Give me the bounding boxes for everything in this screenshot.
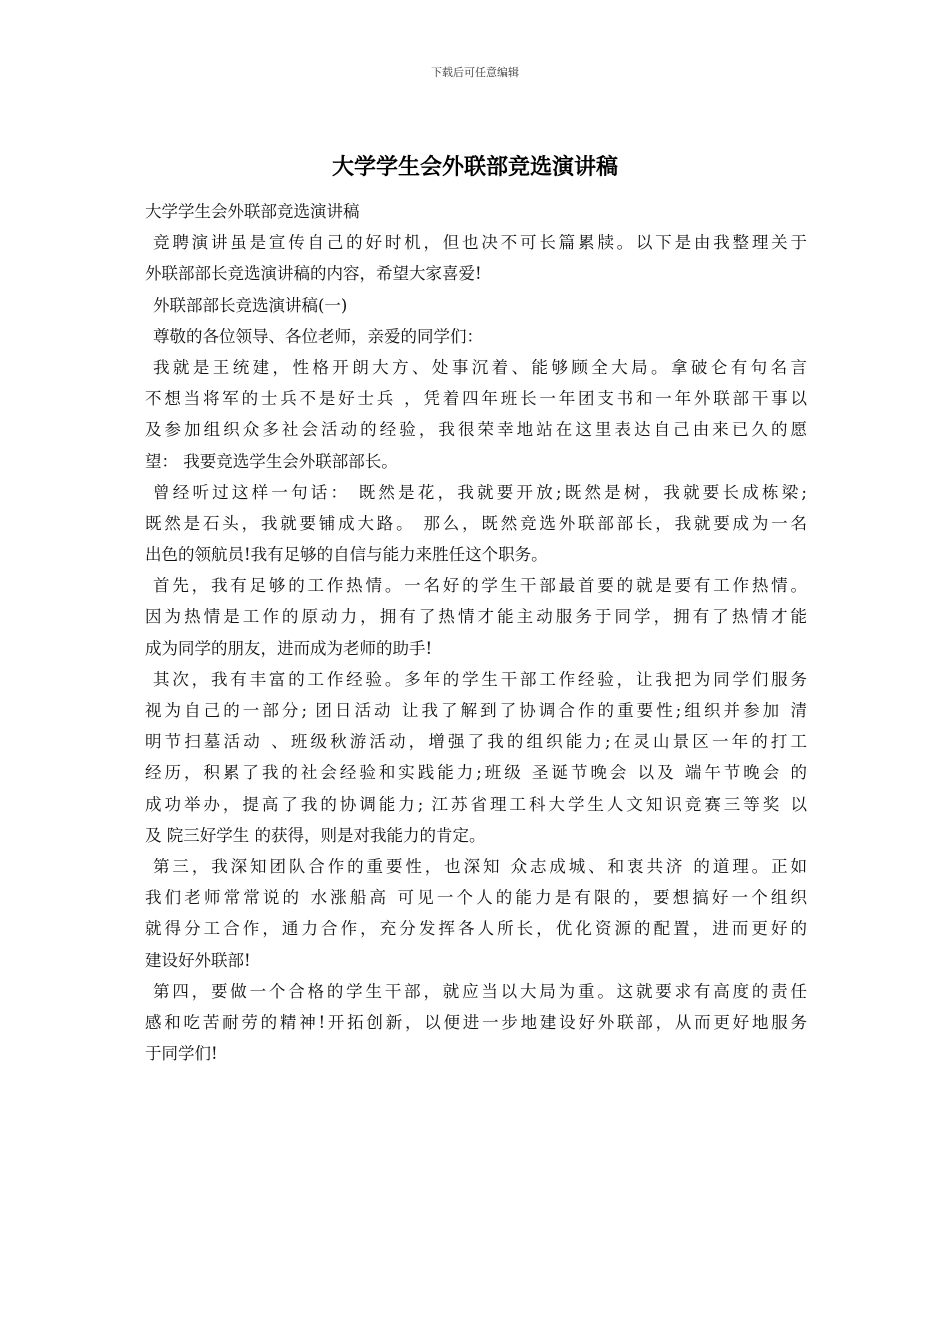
- document-body: [145, 196, 807, 1069]
- body-line: 明节扫墓活动 、班级秋游活动，增强了我的组织能力;在灵山景区一年的打工: [145, 732, 807, 752]
- body-line: 第四，要做一个合格的学生干部，就应当以大局为重。这就要求有高度的责任: [153, 981, 807, 1001]
- body-line: 外联部部长竞选演讲稿的内容，希望大家喜爱!: [145, 264, 482, 284]
- body-line: 经历，积累了我的社会经验和实践能力;班级 圣诞节晚会 以及 端午节晚会 的: [145, 763, 807, 783]
- body-line: 其次，我有丰富的工作经验。多年的学生干部工作经验，让我把为同学们服务: [153, 669, 807, 689]
- header-note: 下载后可任意编辑: [431, 66, 519, 79]
- body-line: 既然是石头，我就要铺成大路。 那么，既然竞选外联部部长，我就要成为一名: [145, 513, 807, 533]
- body-line: 就得分工合作，通力合作，充分发挥各人所长，优化资源的配置，进而更好的: [145, 919, 807, 939]
- body-line: 第三，我深知团队合作的重要性，也深知 众志成城、和衷共济 的道理。正如: [153, 856, 807, 876]
- body-line: 成功举办，提高了我的协调能力; 江苏省理工科大学生人文知识竞赛三等奖 以: [145, 794, 807, 814]
- body-line: 尊敬的各位领导、各位老师，亲爱的同学们：: [153, 326, 483, 346]
- body-line: 于同学们!: [145, 1044, 218, 1064]
- body-line: 不想当将军的士兵不是好士兵 ，凭着四年班长一年团支书和一年外联部干事以: [145, 389, 807, 409]
- body-line: 大学学生会外联部竞选演讲稿: [145, 202, 360, 221]
- body-line: 及参加组织众多社会活动的经验，我很荣幸地站在这里表达自己由来已久的愿: [145, 420, 807, 440]
- body-line: 视为自己的一部分; 团日活动 让我了解到了协调合作的重要性;组织并参加 清: [145, 701, 807, 720]
- body-line: 曾经听过这样一句话： 既然是花，我就要开放;既然是树，我就要长成栋梁;: [153, 482, 807, 502]
- body-line: 竞聘演讲虽是宣传自己的好时机，但也决不可长篇累牍。以下是由我整理关于: [153, 233, 807, 253]
- body-line: 我就是王统建，性格开朗大方、处事沉着、能够顾全大局。拿破仑有句名言: [153, 357, 807, 377]
- document-title: 大学学生会外联部竞选演讲稿: [331, 154, 618, 180]
- body-line: 外联部部长竞选演讲稿(一): [153, 295, 348, 315]
- body-line: 首先，我有足够的工作热情。一名好的学生干部最首要的就是要有工作热情。: [153, 576, 807, 596]
- body-line: 望： 我要竞选学生会外联部部长。: [145, 451, 398, 471]
- body-line: 建设好外联部!: [145, 950, 251, 970]
- body-line: 我们老师常常说的 水涨船高 可见一个人的能力是有限的，要想搞好一个组织: [145, 888, 807, 908]
- body-line: 因为热情是工作的原动力，拥有了热情才能主动服务于同学，拥有了热情才能: [145, 607, 807, 627]
- body-line: 感和吃苦耐劳的精神!开拓创新，以便进一步地建设好外联部，从而更好地服务: [145, 1012, 807, 1032]
- body-line: 出色的领航员!我有足够的自信与能力来胜任这个职务。: [145, 545, 548, 565]
- body-line: 成为同学的朋友，进而成为老师的助手!: [145, 638, 433, 658]
- body-line: 及 院三好学生 的获得，则是对我能力的肯定。: [145, 825, 486, 845]
